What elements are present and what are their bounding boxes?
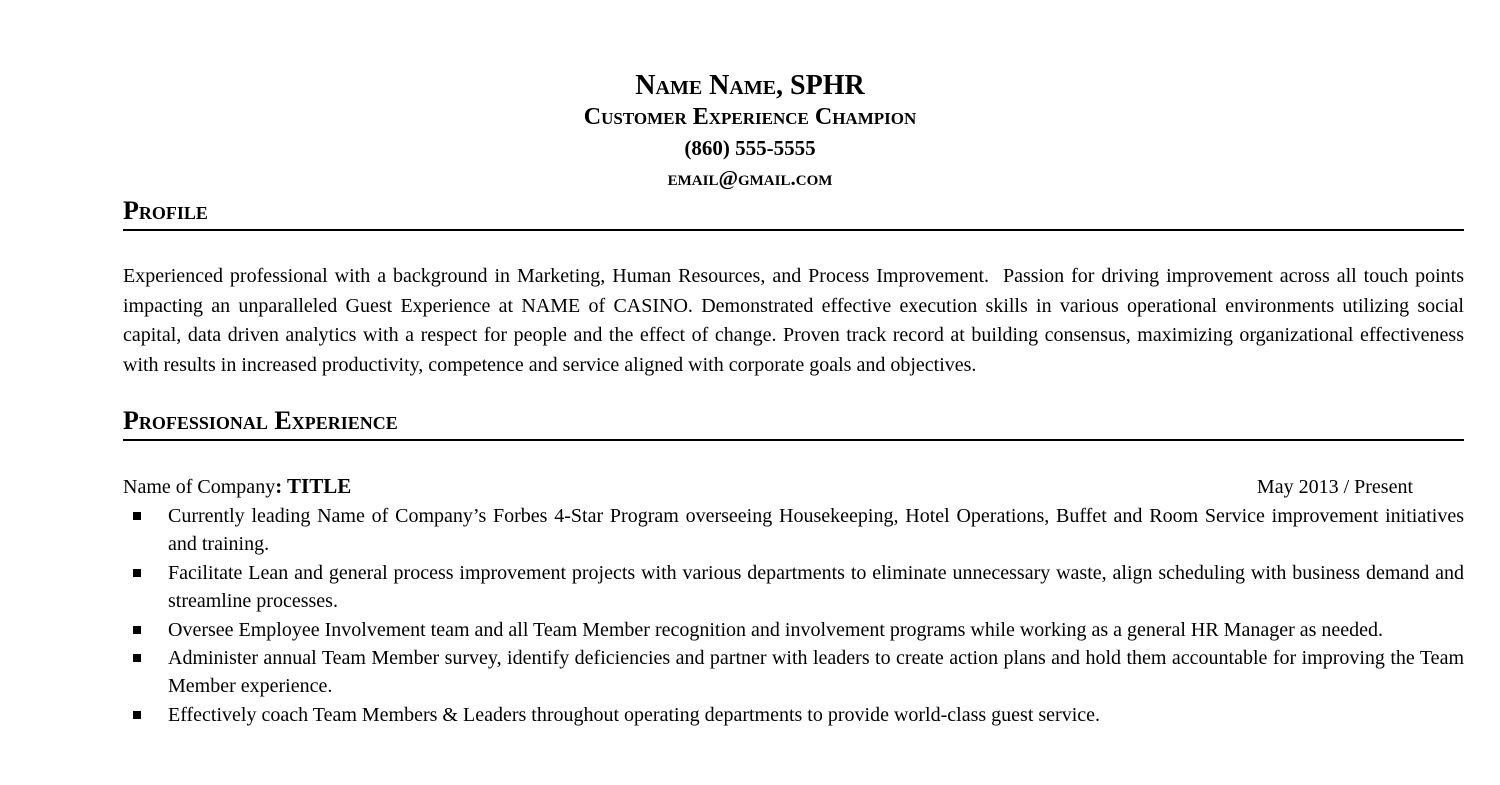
phone-number: (860) 555-5555 — [684, 136, 816, 160]
bullet-text: Effectively coach Team Members & Leaders throughout operating departments to provide world-class guest service. — [168, 703, 1101, 726]
profile-section-heading: Profile — [123, 196, 1464, 231]
bullet-item — [123, 644, 1464, 701]
bullet-text: Administer annual Team Member survey, identify deficiencies and partner with leaders to create action plans and hold them accountable for improving the Team Member experience. — [168, 647, 1464, 698]
profile-summary: Experienced professional with a background in Marketing, Human Resources, and Process Improvement. Passion for driving improvement across all touch points impacting an unparalleled Guest Experience at NAME of CASINO. Demonstrated effective execution skills in various operational environments utilizing social capital, data driven analytics with a respect for people and the effect of change. Proven track record at building consensus, maximizing organizational effectiveness with results in increased productivity, competence and service aligned with corporate goals and objectives. — [123, 265, 1464, 376]
bullet-text: Oversee Employee Involvement team and all Team Member recognition and involvement programs while working as a general HR Manager as needed. — [168, 618, 1384, 641]
bullet-text: Currently leading Name of Company’s Forbes 4-Star Program overseeing Housekeeping, Hotel Operations, Buffet and Room Service improvement initiatives and training. — [168, 505, 1464, 556]
job-bullet-list — [123, 502, 1464, 729]
company-name: Name of Company — [123, 476, 276, 498]
resume-header — [0, 0, 1500, 194]
candidate-title: Customer Experience Champion — [583, 104, 917, 130]
bullet-item — [123, 559, 1464, 616]
job-dates: May 2013 / Present — [1256, 476, 1413, 498]
square-bullet-icon — [133, 711, 141, 719]
square-bullet-icon — [133, 512, 141, 520]
bullet-item — [123, 502, 1464, 559]
job-header — [123, 471, 1464, 502]
resume-body — [123, 196, 1464, 729]
candidate-name: Name Name, SPHR — [635, 70, 865, 101]
square-bullet-icon — [133, 626, 141, 634]
bullet-item — [123, 616, 1464, 644]
email-address: email@gmail.com — [667, 166, 833, 190]
bullet-text: Facilitate Lean and general process improvement projects with various departments to eliminate unnecessary waste, align scheduling with business demand and streamline processes. — [168, 561, 1464, 613]
experience-section-heading: Professional Experience — [123, 406, 1464, 441]
square-bullet-icon — [133, 569, 141, 577]
job-company-title-line — [123, 471, 351, 502]
job-title: : TITLE — [275, 474, 352, 498]
square-bullet-icon — [133, 654, 141, 662]
bullet-item — [123, 701, 1464, 729]
